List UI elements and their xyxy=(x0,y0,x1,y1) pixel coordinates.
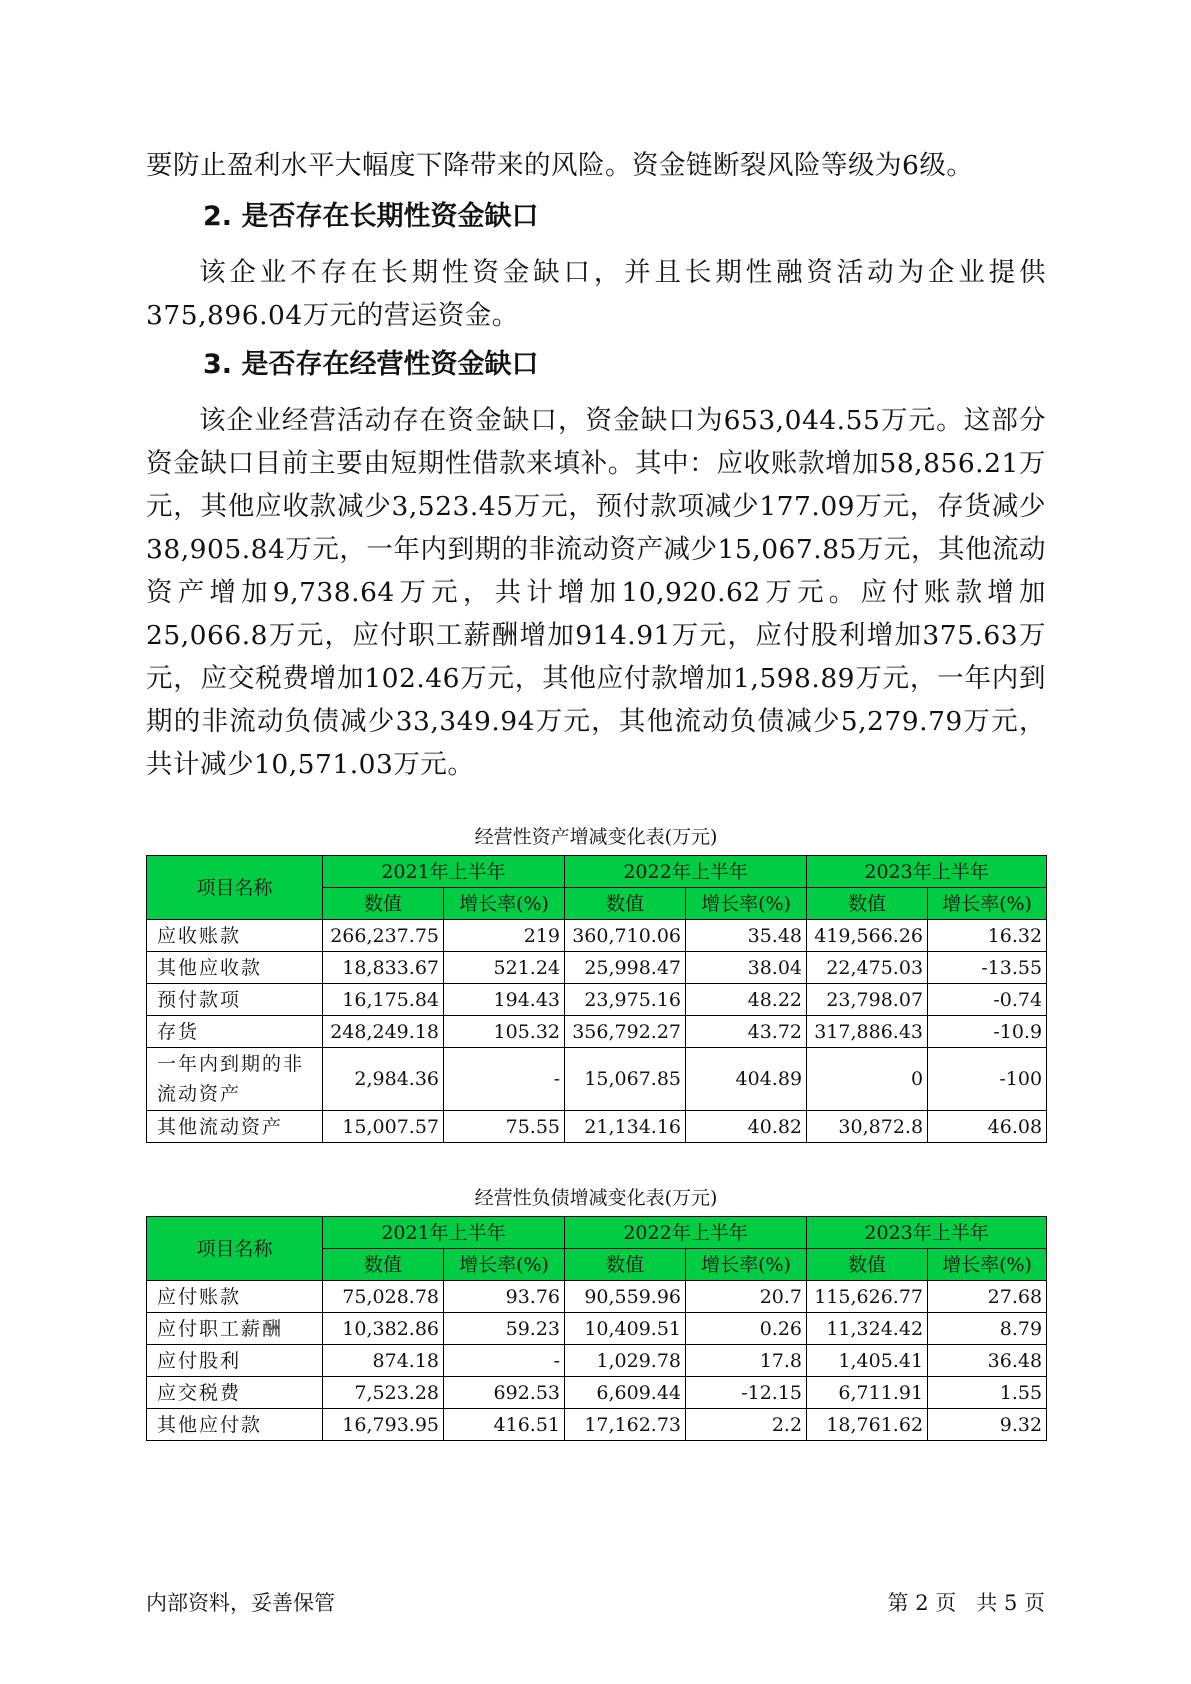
cell-growth: -100 xyxy=(928,1048,1047,1111)
assets-table xyxy=(146,855,1047,1143)
cell-value: 23,975.16 xyxy=(565,984,686,1016)
header-growth: 增长率(%) xyxy=(686,1249,807,1281)
cell-value: 11,324.42 xyxy=(807,1313,928,1345)
cell-growth: 27.68 xyxy=(928,1281,1047,1313)
cell-value: 874.18 xyxy=(323,1345,444,1377)
header-value: 数值 xyxy=(807,888,928,920)
header-value: 数值 xyxy=(565,1249,686,1281)
cell-growth: 16.32 xyxy=(928,920,1047,952)
header-growth: 增长率(%) xyxy=(444,1249,565,1281)
cell-growth: 404.89 xyxy=(686,1048,807,1111)
row-item-name: 其他应付款 xyxy=(147,1409,323,1441)
paragraph-long-term-gap: 该企业不存在长期性资金缺口，并且长期性融资活动为企业提供375,896.04万元的营运资金。 xyxy=(146,257,1046,331)
cell-growth: 48.22 xyxy=(686,984,807,1016)
header-value: 数值 xyxy=(323,1249,444,1281)
header-growth: 增长率(%) xyxy=(686,888,807,920)
header-item-name: 项目名称 xyxy=(147,1217,323,1281)
cell-growth: -12.15 xyxy=(686,1377,807,1409)
cell-value: 1,405.41 xyxy=(807,1345,928,1377)
cell-value: 6,711.91 xyxy=(807,1377,928,1409)
cell-value: 6,609.44 xyxy=(565,1377,686,1409)
cell-value: 90,559.96 xyxy=(565,1281,686,1313)
table-row xyxy=(147,1048,1047,1111)
cell-value: 2,984.36 xyxy=(323,1048,444,1111)
cell-growth: 38.04 xyxy=(686,952,807,984)
cell-growth: 93.76 xyxy=(444,1281,565,1313)
table-row xyxy=(147,1016,1047,1048)
table-row xyxy=(147,1345,1047,1377)
cell-growth: 36.48 xyxy=(928,1345,1047,1377)
cell-growth: 59.23 xyxy=(444,1313,565,1345)
cell-value: 23,798.07 xyxy=(807,984,928,1016)
table-row xyxy=(147,1409,1047,1441)
cell-value: 15,067.85 xyxy=(565,1048,686,1111)
cell-growth: 35.48 xyxy=(686,920,807,952)
cell-growth: - xyxy=(444,1345,565,1377)
cell-growth: 46.08 xyxy=(928,1111,1047,1143)
footer-page-number: 第 2 页 共 5 页 xyxy=(887,1591,1045,1615)
table-row xyxy=(147,984,1047,1016)
cell-value: 356,792.27 xyxy=(565,1016,686,1048)
footer-confidential: 内部资料，妥善保管 xyxy=(146,1591,335,1615)
cell-growth: 20.7 xyxy=(686,1281,807,1313)
row-item-name: 其他流动资产 xyxy=(147,1111,323,1143)
header-item-name: 项目名称 xyxy=(147,856,323,920)
cell-value: 1,029.78 xyxy=(565,1345,686,1377)
cell-growth: 692.53 xyxy=(444,1377,565,1409)
cell-value: 17,162.73 xyxy=(565,1409,686,1441)
cell-value: 0 xyxy=(807,1048,928,1111)
cell-value: 266,237.75 xyxy=(323,920,444,952)
header-period-2023: 2023年上半年 xyxy=(807,856,1047,888)
cell-value: 75,028.78 xyxy=(323,1281,444,1313)
row-item-name: 应付股利 xyxy=(147,1345,323,1377)
header-growth: 增长率(%) xyxy=(444,888,565,920)
cell-growth: -10.9 xyxy=(928,1016,1047,1048)
header-period-2021: 2021年上半年 xyxy=(323,856,565,888)
cell-growth: -0.74 xyxy=(928,984,1047,1016)
cell-growth: 9.32 xyxy=(928,1409,1047,1441)
assets-header-row-1 xyxy=(147,856,1047,888)
cell-growth: 75.55 xyxy=(444,1111,565,1143)
cell-growth: -13.55 xyxy=(928,952,1047,984)
header-growth: 增长率(%) xyxy=(928,1249,1047,1281)
cell-growth: 105.32 xyxy=(444,1016,565,1048)
cell-growth: 521.24 xyxy=(444,952,565,984)
liabilities-table-caption: 经营性负债增减变化表(万元) xyxy=(474,1187,718,1209)
table-row xyxy=(147,952,1047,984)
liabilities-table xyxy=(146,1216,1047,1441)
cell-value: 115,626.77 xyxy=(807,1281,928,1313)
table-row xyxy=(147,1281,1047,1313)
row-item-name: 应付职工薪酬 xyxy=(147,1313,323,1345)
cell-value: 22,475.03 xyxy=(807,952,928,984)
cell-growth: 0.26 xyxy=(686,1313,807,1345)
cell-value: 360,710.06 xyxy=(565,920,686,952)
cell-growth: 194.43 xyxy=(444,984,565,1016)
cell-value: 248,249.18 xyxy=(323,1016,444,1048)
header-growth: 增长率(%) xyxy=(928,888,1047,920)
cell-value: 16,793.95 xyxy=(323,1409,444,1441)
paragraph-operating-gap: 该企业经营活动存在资金缺口，资金缺口为653,044.55万元。这部分资金缺口目前主要由短期性借款来填补。其中：应收账款增加58,856.21万元，其他应收款减少3,523.45万元，预付款项减少177.09万元，存货减少38,905.84万元，一年内到期的非流动资产减少15,067.85万元，其他流动资产增加9,738.64万元，共计增加10,920.62万元。应付账款增加25,066.8万元，应付职工薪酬增加914.91万元，应付股利增加375.63万元，应交税费增加102.46万元，其他应付款增加1,598.89万元，一年内到期的非流动负债减少33,349.94万元，其他流动负债减少5,279.79万元，共计减少10,571.03万元。 xyxy=(146,405,1046,780)
assets-table-caption: 经营性资产增减变化表(万元) xyxy=(474,826,718,848)
cell-value: 25,998.47 xyxy=(565,952,686,984)
cell-value: 21,134.16 xyxy=(565,1111,686,1143)
cell-value: 18,833.67 xyxy=(323,952,444,984)
cell-growth: 43.72 xyxy=(686,1016,807,1048)
cell-value: 16,175.84 xyxy=(323,984,444,1016)
header-period-2021: 2021年上半年 xyxy=(323,1217,565,1249)
table-row xyxy=(147,1377,1047,1409)
liabilities-header-row-1 xyxy=(147,1217,1047,1249)
header-period-2022: 2022年上半年 xyxy=(565,856,807,888)
row-item-name: 预付款项 xyxy=(147,984,323,1016)
cell-value: 317,886.43 xyxy=(807,1016,928,1048)
cell-growth: 17.8 xyxy=(686,1345,807,1377)
header-period-2022: 2022年上半年 xyxy=(565,1217,807,1249)
cell-growth: 40.82 xyxy=(686,1111,807,1143)
table-row xyxy=(147,1111,1047,1143)
row-item-name: 一年内到期的非流动资产 xyxy=(147,1048,323,1111)
header-period-2023: 2023年上半年 xyxy=(807,1217,1047,1249)
row-item-name: 应交税费 xyxy=(147,1377,323,1409)
cell-growth: 8.79 xyxy=(928,1313,1047,1345)
row-item-name: 其他应收款 xyxy=(147,952,323,984)
cell-value: 30,872.8 xyxy=(807,1111,928,1143)
cell-value: 15,007.57 xyxy=(323,1111,444,1143)
table-row xyxy=(147,920,1047,952)
cell-growth: 219 xyxy=(444,920,565,952)
header-value: 数值 xyxy=(807,1249,928,1281)
header-value: 数值 xyxy=(565,888,686,920)
cell-growth: 2.2 xyxy=(686,1409,807,1441)
section-heading-3: 3. 是否存在经营性资金缺口 xyxy=(203,349,539,380)
cell-value: 10,409.51 xyxy=(565,1313,686,1345)
paragraph-continuation: 要防止盈利水平大幅度下降带来的风险。资金链断裂风险等级为6级。 xyxy=(146,150,974,181)
header-value: 数值 xyxy=(323,888,444,920)
row-item-name: 存货 xyxy=(147,1016,323,1048)
cell-growth: 1.55 xyxy=(928,1377,1047,1409)
row-item-name: 应收账款 xyxy=(147,920,323,952)
cell-value: 18,761.62 xyxy=(807,1409,928,1441)
cell-value: 7,523.28 xyxy=(323,1377,444,1409)
cell-value: 419,566.26 xyxy=(807,920,928,952)
row-item-name: 应付账款 xyxy=(147,1281,323,1313)
section-heading-2: 2. 是否存在长期性资金缺口 xyxy=(203,201,539,232)
cell-growth: - xyxy=(444,1048,565,1111)
cell-value: 10,382.86 xyxy=(323,1313,444,1345)
table-row xyxy=(147,1313,1047,1345)
cell-growth: 416.51 xyxy=(444,1409,565,1441)
